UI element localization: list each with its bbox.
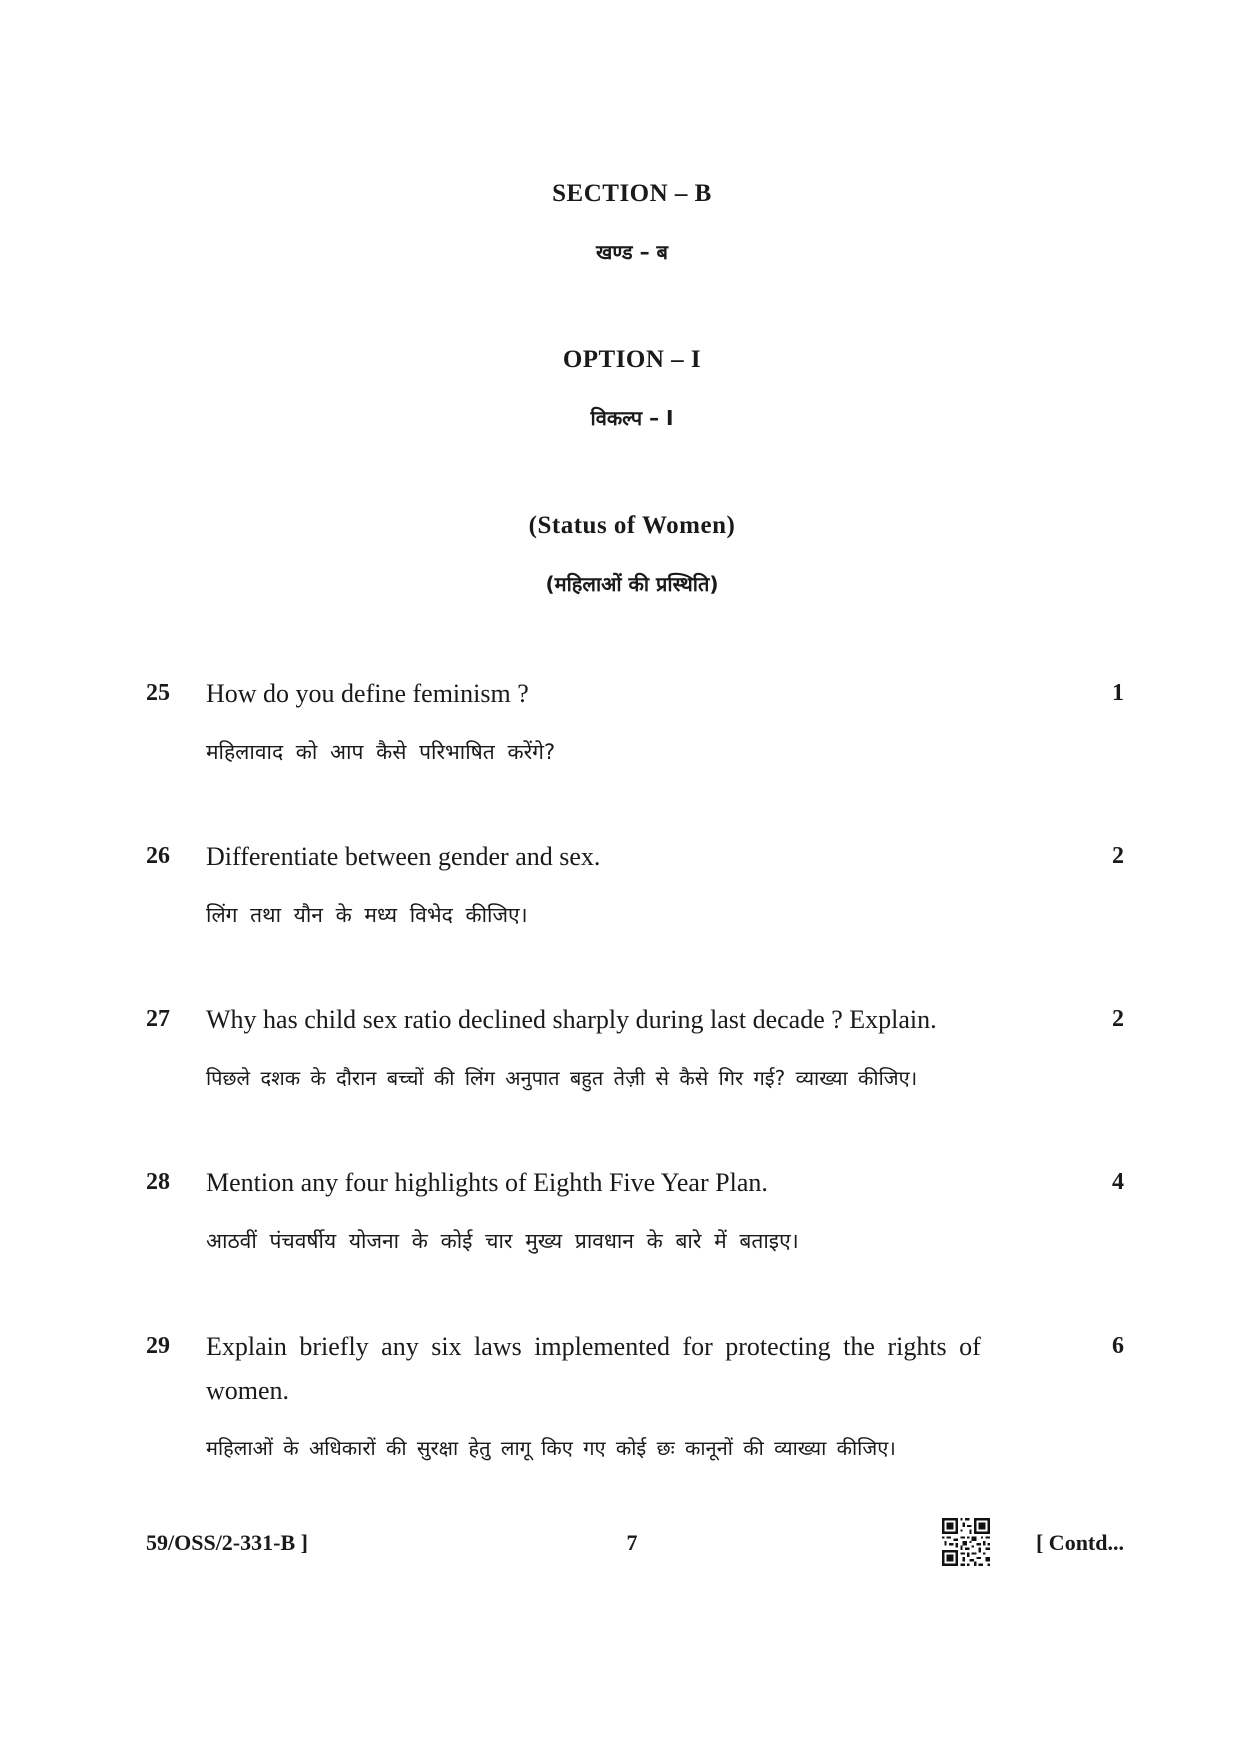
- question-text: Explain briefly any six laws implemented for protecting the rights of women.: [206, 1332, 981, 1405]
- question-text: Why has child sex ratio declined sharply during last decade ? Explain.: [206, 1005, 937, 1034]
- question-marks: 2: [1112, 843, 1124, 869]
- paper-code: 59/OSS/2-331-B ]: [146, 1530, 308, 1555]
- section-title-hindi: खण्ड – ब: [596, 240, 668, 264]
- question-text-hindi: पिछले दशक के दौरान बच्चों की लिंग अनुपात बहुत तेज़ी से कैसे गिर गई? व्याख्या कीजिए।: [206, 1066, 918, 1090]
- question-text-hindi: महिलावाद को आप कैसे परिभाषित करेंगे?: [206, 740, 556, 764]
- question-number: 26: [146, 843, 170, 869]
- option-title-hindi: विकल्प – I: [590, 406, 674, 430]
- question-marks: 1: [1112, 680, 1124, 706]
- question-text-hindi: आठवीं पंचवर्षीय योजना के कोई चार मुख्य प्रावधान के बारे में बताइए।: [206, 1229, 799, 1253]
- question-text-hindi: लिंग तथा यौन के मध्य विभेद कीजिए।: [206, 903, 528, 927]
- question-number: 27: [146, 1006, 170, 1032]
- option-title: OPTION – I: [562, 346, 702, 373]
- continued-label: [ Contd...: [1035, 1530, 1124, 1555]
- question-marks: 2: [1112, 1006, 1124, 1032]
- section-title: SECTION – B: [552, 180, 712, 207]
- question-text-hindi: महिलाओं के अधिकारों की सुरक्षा हेतु लागू किए गए कोई छः कानूनों की व्याख्या कीजिए।: [206, 1436, 896, 1460]
- question-text: Differentiate between gender and sex.: [206, 842, 601, 871]
- topic-title: (Status of Women): [528, 512, 736, 539]
- question-text: How do you define feminism ?: [206, 679, 529, 708]
- question-number: 29: [146, 1333, 170, 1359]
- topic-title-hindi: (महिलाओं की प्रस्थिति): [545, 572, 719, 596]
- page-number: 7: [626, 1530, 638, 1555]
- question-marks: 6: [1112, 1333, 1124, 1359]
- question-number: 28: [146, 1169, 170, 1195]
- question-number: 25: [146, 680, 170, 706]
- question-text: Mention any four highlights of Eighth Five Year Plan.: [206, 1168, 768, 1197]
- question-marks: 4: [1112, 1169, 1124, 1195]
- qr-code-icon: [942, 1518, 990, 1566]
